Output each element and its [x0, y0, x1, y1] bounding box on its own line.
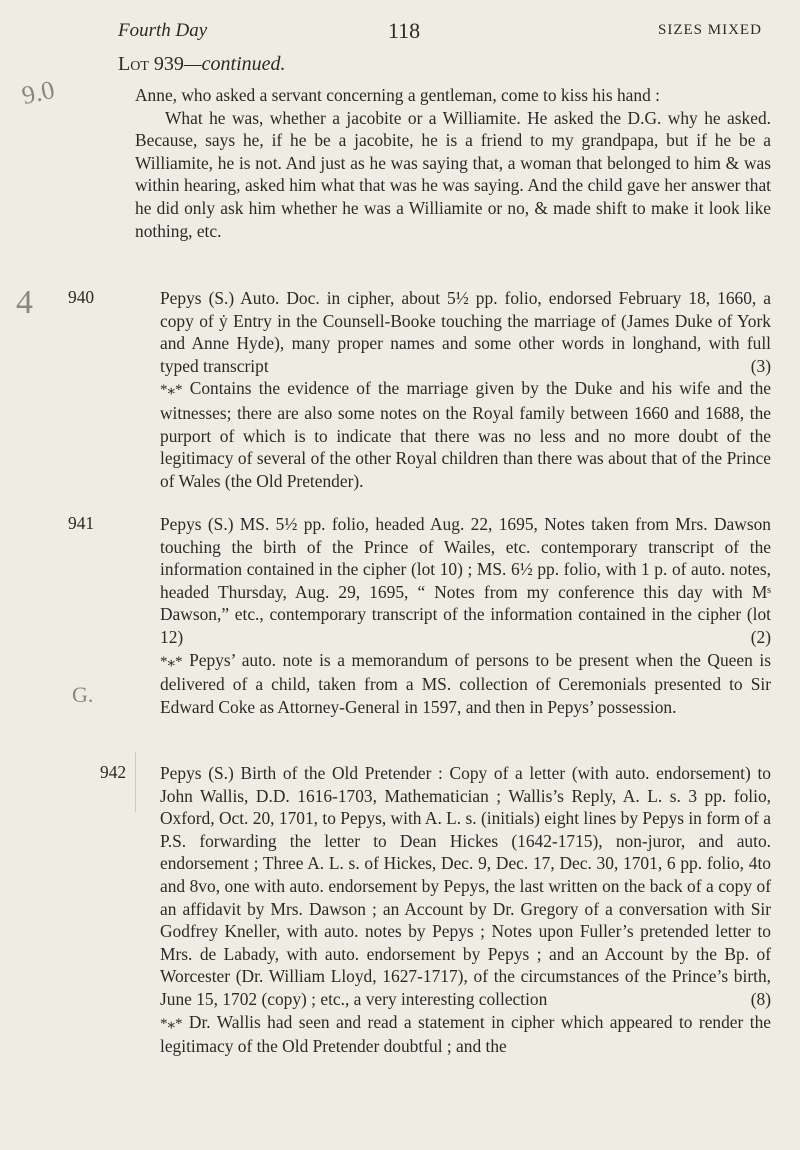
lot-940-note: Contains the evidence of the marriage given by the Duke and his wife and the witnesses; there are also some notes on the Royal family between 1660 and 1688, the purport of which is to indicate that there was no less and no more doubt of the legitimacy of several of the other Royal children than there was about that of the Prince of Wales (the Old Pretender). — [160, 378, 771, 491]
lot-942-main: Pepys (S.) Birth of the Old Pretender : Copy of a letter (with auto. endorsement) to John Wallis, D.D. 1616-1703, Mathematician ; Wallis’s Reply, A. L. s. 3 pp. folio, Oxford, Oct. 20, 1701, to Pepys, with A. L. s. (initials) eight lines by Pepys in form of a P.S. forwarding the letter to Dean Hickes (1642-1715), non-juror, and auto. endorsement ; Three A. L. s. of Hickes, Dec. 9, Dec. 17, Dec. 30, 1701, 6 pp. folio, 4to and 8vo, one with auto. endorsement by Pepys, the last written on the back of a copy of an affidavit by Mrs. Dawson ; an Account by Dr. Gregory of a conversation with Sir Godfrey Kneller, with auto. notes by Pepys ; Notes upon Fuller’s pretended letter to Mrs. de Labady, with auto. endorsement by Pepys ; and an Account by the Bp. of Worcester (Dr. William Lloyd, 1627-1717), of the circumstances of the Prince’s birth, June 15, 1702 (copy) ; etc., a very interesting collection — [160, 763, 771, 1009]
lot-941-note-para — [160, 649, 771, 719]
lot-label: Lot 939 — [118, 53, 184, 75]
header-section: SIZES MIXED — [658, 22, 762, 38]
lot-942-description — [160, 762, 771, 1011]
lot-942-entry — [160, 762, 771, 1058]
page-header — [0, 14, 800, 48]
margin-bracket-line — [135, 752, 136, 812]
lot-heading — [118, 53, 286, 76]
lot-942-note-mark: *⁎* — [160, 1015, 183, 1032]
margin-handwriting-3: G. — [72, 682, 94, 707]
margin-handwriting-1: 9.0 — [19, 74, 58, 111]
lot-941-price: (2) — [750, 626, 771, 647]
lot-941-main: Pepys (S.) MS. 5½ pp. folio, headed Aug. 22, 1695, Notes taken from Mrs. Dawson touching the birth of the Prince of Wailes, etc. contemporary transcript of the information contained in the cipher (lot 10) ; MS. 6½ pp. folio, with 1 p. of auto. notes, headed Thursday, Aug. 29, 1695, “ Notes from my conference this day with Mˢ Dawson,” etc., contemporary transcript of the information contained in the cipher (lot 12) — [160, 514, 771, 647]
lot-940-price: (3) — [750, 355, 771, 376]
lot-942-note-para — [160, 1011, 771, 1058]
lot-941-number: 941 — [68, 513, 95, 533]
header-day: Fourth Day — [118, 20, 208, 41]
lot-939-para-2: What he was, whether a jacobite or a Williamite. He asked the D.G. why he asked. Because, says he, if he be a jacobite, he is a friend to my grandpapa, but if he be a Williamite, he is not. And just as he was saying that, a woman that belonged to him & was within hearing, asked him what that was he was saying. And the child gave her answer that he did only ask him whether he was a Williamite or no, & made shift to make it look like nothing, etc. — [135, 107, 771, 241]
lot-941-note-mark: *⁎* — [160, 653, 183, 670]
lot-942-price: (8) — [750, 988, 771, 1009]
lot-continued: —continued. — [183, 53, 286, 75]
lot-940-main: Pepys (S.) Auto. Doc. in cipher, about 5½ pp. folio, endorsed February 18, 1660, a copy of ẏ Entry in the Counsell-Booke touching the marriage of (James Duke of York and Anne Hyde), many proper names and some other words in longhand, with full typed transcript — [160, 288, 771, 376]
lot-942-number: 942 — [100, 762, 127, 782]
lot-941-note: Pepys’ auto. note is a memorandum of persons to be present when the Queen is delivered of a child, taken from a MS. collection of Ceremonials presented to Sir Edward Coke as Attorney-General in 1597, and then in Pepys’ possession. — [160, 649, 771, 717]
lot-941-entry — [160, 513, 771, 718]
lot-940-description — [160, 287, 771, 377]
margin-handwriting-2: 4 — [16, 284, 33, 321]
lot-942-note: Dr. Wallis had seen and read a statement in cipher which appeared to render the legitimacy of the Old Pretender doubtful ; and the — [160, 1011, 771, 1057]
lot-940-number: 940 — [68, 287, 95, 307]
lot-940-note-para — [160, 377, 771, 492]
lot-939-para-1: Anne, who asked a servant concerning a gentleman, come to kiss his hand : — [135, 85, 660, 105]
page-number: 118 — [388, 18, 421, 43]
lot-940-entry — [160, 287, 771, 492]
lot-939-text — [135, 84, 771, 242]
lot-940-note-mark: *⁎* — [160, 382, 183, 399]
lot-941-description — [160, 513, 771, 649]
